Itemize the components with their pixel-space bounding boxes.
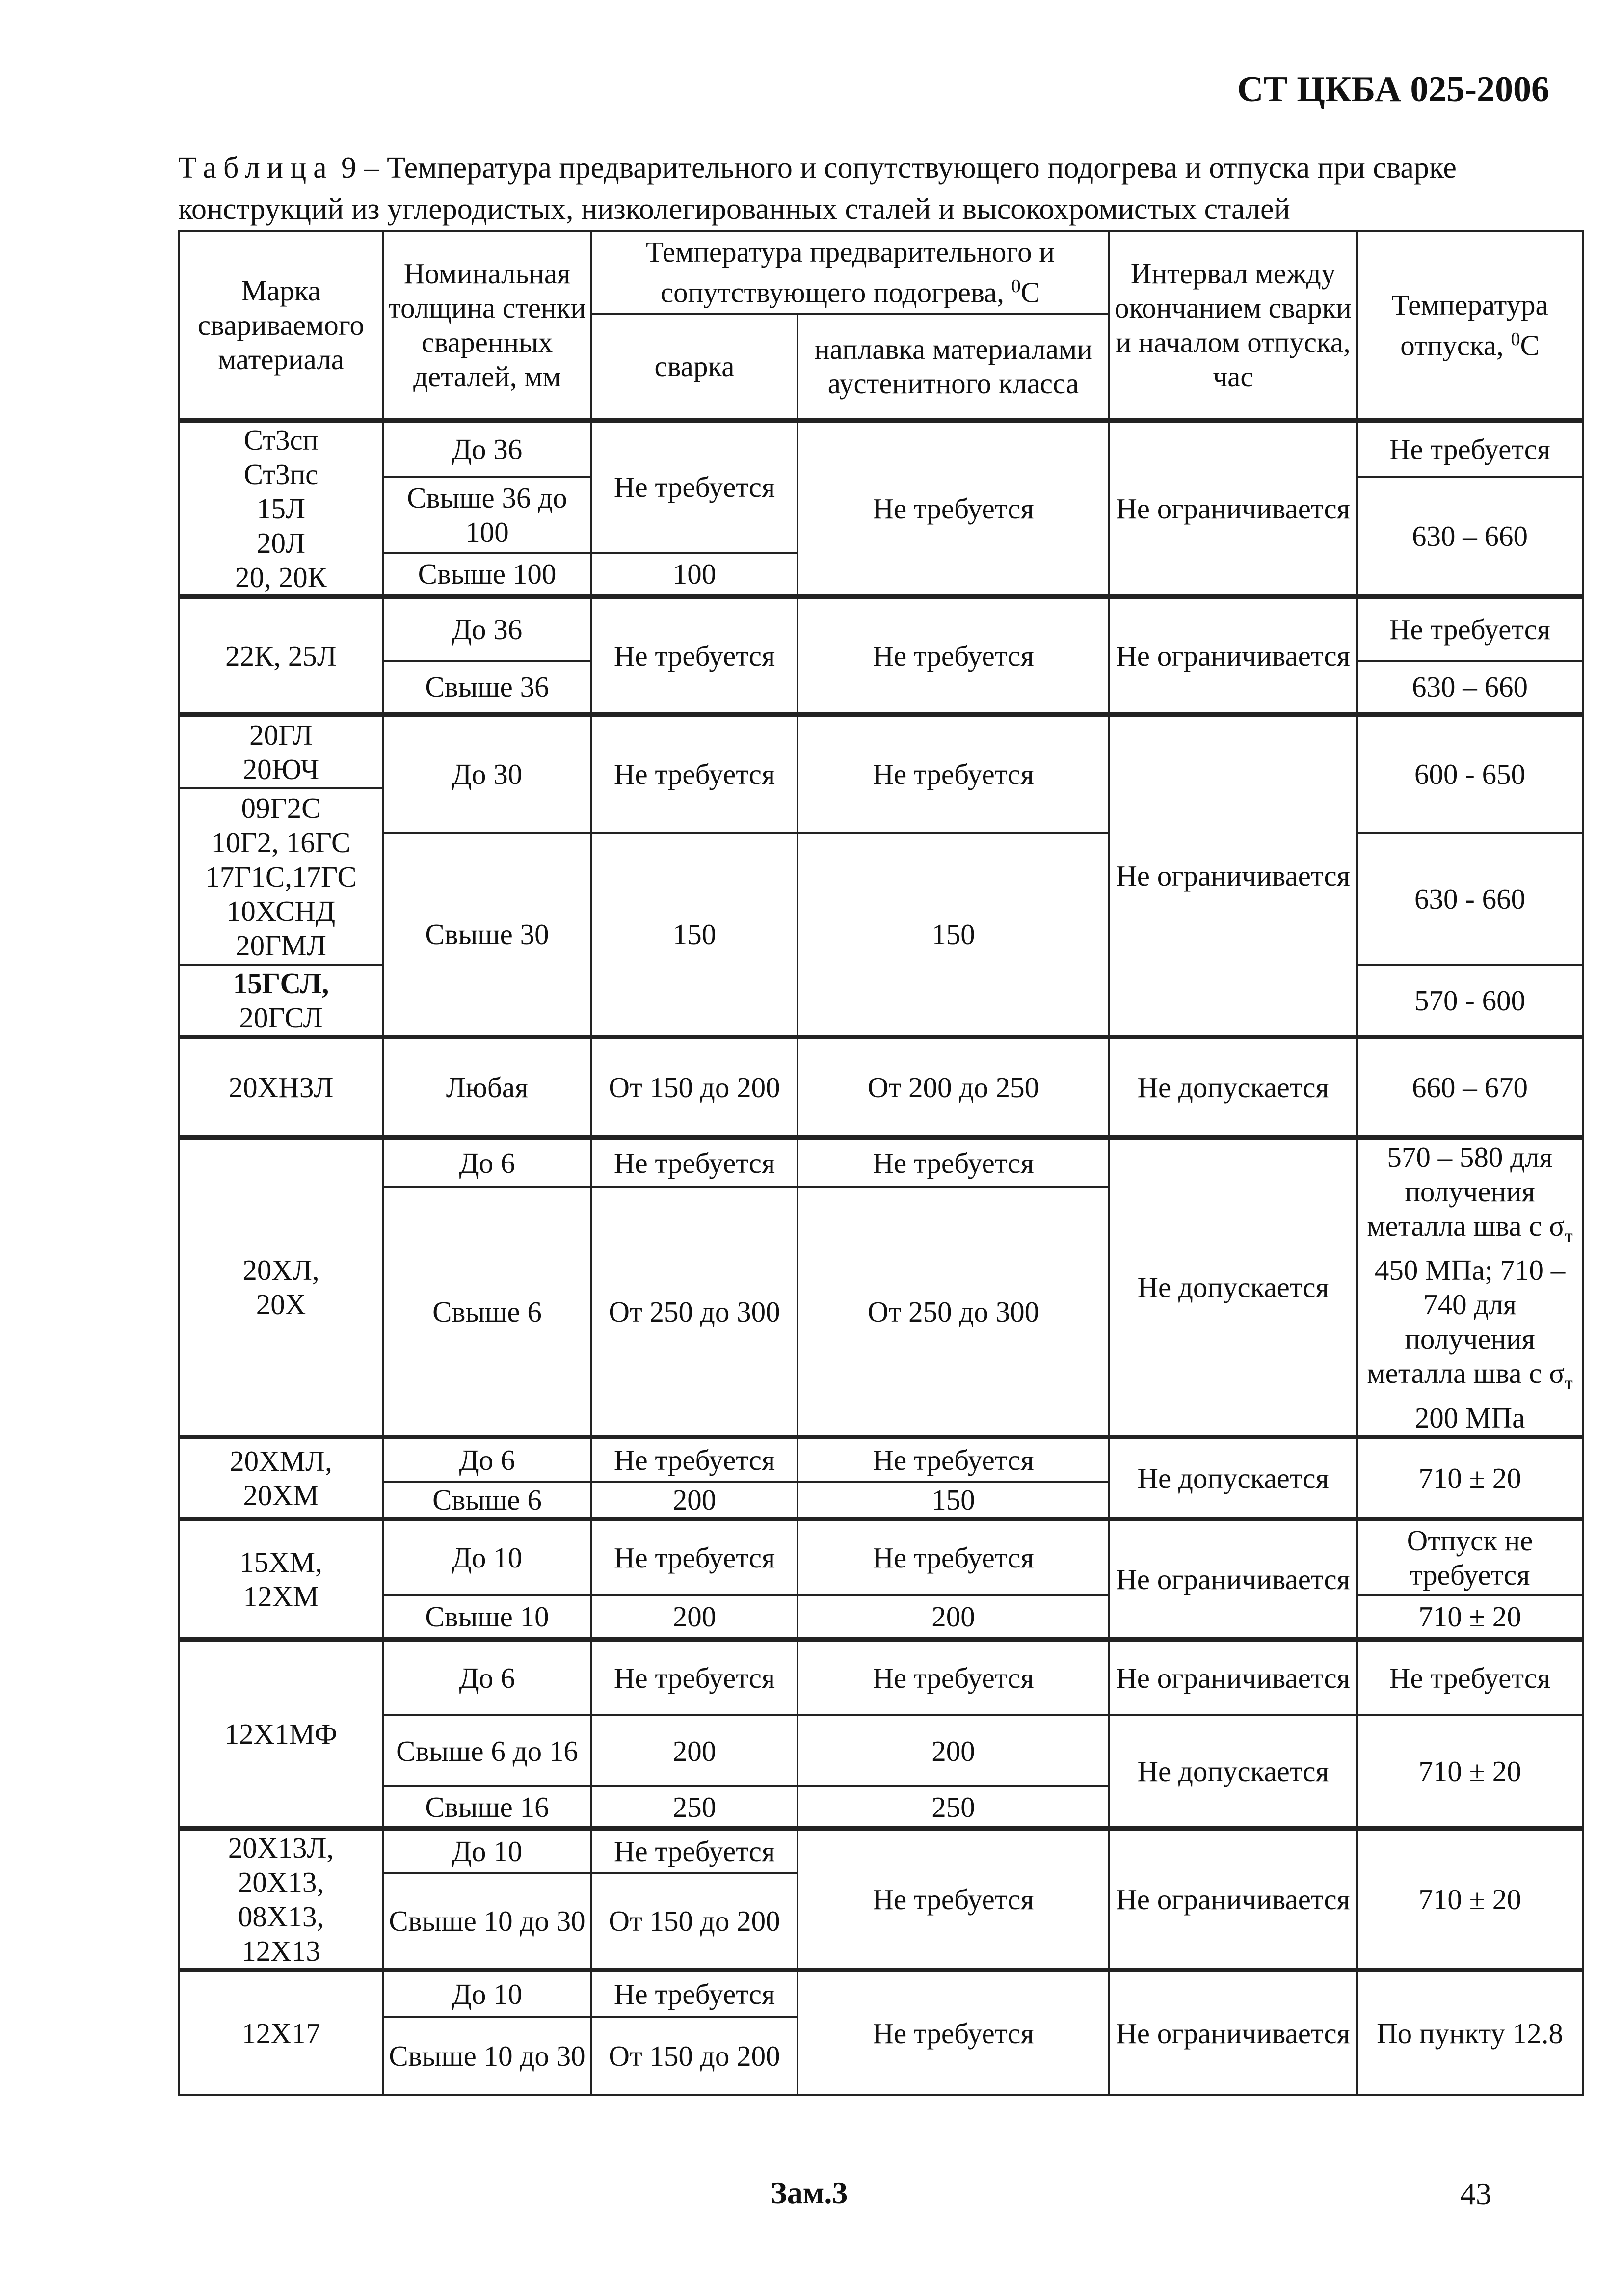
- cell-cladding: Не требуется: [798, 715, 1109, 833]
- cell-temper: 660 – 670: [1357, 1037, 1583, 1137]
- material-line: Ст3сп: [243, 424, 319, 457]
- material-line: 09Г2С: [241, 791, 321, 824]
- cell-temper: 630 – 660: [1357, 477, 1583, 597]
- cell-thickness: Свыше 6: [383, 1187, 591, 1437]
- cell-interval: Не ограничивается: [1109, 1828, 1357, 1970]
- material-line: 15ГСЛ,: [233, 967, 329, 999]
- material-line: 20ГЛ: [249, 718, 313, 751]
- cell-interval: Не ограничивается: [1109, 597, 1357, 715]
- cell-temper: Не требуется: [1357, 421, 1583, 477]
- material-line: 20ХМЛ,: [230, 1445, 332, 1477]
- cell-temper: 570 - 600: [1357, 965, 1583, 1037]
- cell-welding: Не требуется: [591, 1828, 798, 1873]
- header-material: Марка свариваемого материала: [179, 231, 383, 421]
- material-line: 12ХМ: [243, 1580, 319, 1613]
- caption-label: Таблица: [178, 151, 334, 185]
- material-line: 20ЮЧ: [242, 753, 319, 785]
- cell-material: 12Х1МФ: [179, 1639, 383, 1828]
- cell-cladding: От 200 до 250: [798, 1037, 1109, 1137]
- cell-temper: Не требуется: [1357, 597, 1583, 661]
- header-thickness: Номинальная толщина стенки сваренных деталей, мм: [383, 231, 591, 421]
- cell-temper: 630 - 660: [1357, 833, 1583, 965]
- cell-thickness: Свыше 30: [383, 833, 591, 1037]
- cell-cladding: 250: [798, 1786, 1109, 1828]
- material-line: 20ГМЛ: [236, 929, 326, 962]
- cell-cladding: 150: [798, 1482, 1109, 1519]
- header-preheat-text: Температура предварительного и сопутствующего подогрева,: [646, 236, 1055, 309]
- cell-welding: Не требуется: [591, 715, 798, 833]
- cell-thickness: Свыше 100: [383, 553, 591, 597]
- header-preheat-group: [591, 231, 1109, 314]
- cell-cladding: Не требуется: [798, 1437, 1109, 1482]
- header-temper-text: Температура отпуска,: [1391, 288, 1548, 362]
- cell-temper: 710 ± 20: [1357, 1595, 1583, 1639]
- cell-welding: Не требуется: [591, 1970, 798, 2017]
- cell-cladding: 150: [798, 833, 1109, 1037]
- cell-welding: От 150 до 200: [591, 2017, 798, 2095]
- cell-welding: От 150 до 200: [591, 1873, 798, 1971]
- material-line: 10Г2, 16ГС: [211, 826, 351, 859]
- material-line: 17Г1С,17ГС: [205, 860, 357, 893]
- cell-cladding: От 250 до 300: [798, 1187, 1109, 1437]
- cell-welding: 200: [591, 1595, 798, 1639]
- table-caption: [178, 147, 1513, 230]
- caption-text: – Температура предварительного и сопутствующего подогрева и отпуска при сварке конструкций из углеродистых, низколегированных сталей и высокохромистых сталей: [178, 151, 1457, 226]
- cell-interval: Не ограничивается: [1109, 715, 1357, 1037]
- material-line: 15Л: [256, 492, 305, 525]
- cell-cladding: Не требуется: [798, 1970, 1109, 2095]
- cell-cladding: Не требуется: [798, 1519, 1109, 1595]
- cell-cladding: Не требуется: [798, 597, 1109, 715]
- cell-material: [179, 1137, 383, 1437]
- cell-thickness: До 10: [383, 1519, 591, 1595]
- cell-interval: Не ограничивается: [1109, 421, 1357, 597]
- material-line: Ст3пс: [243, 458, 319, 491]
- cell-thickness: Свыше 10 до 30: [383, 2017, 591, 2095]
- material-line: 15ХМ,: [239, 1545, 322, 1578]
- cell-thickness: Свыше 36 до 100: [383, 477, 591, 553]
- cell-thickness: Любая: [383, 1037, 591, 1137]
- cell-temper: [1357, 1137, 1583, 1437]
- material-line: 20ХМ: [243, 1479, 319, 1512]
- temper-note-a: 570 – 580 для получения металла шва с σ: [1367, 1140, 1565, 1242]
- cell-cladding: Не требуется: [798, 1828, 1109, 1970]
- cell-interval: Не допускается: [1109, 1715, 1357, 1828]
- cell-welding: От 150 до 200: [591, 1037, 798, 1137]
- cell-welding: Не требуется: [591, 1519, 798, 1595]
- cell-welding: Не требуется: [591, 1137, 798, 1187]
- cell-thickness: До 36: [383, 597, 591, 661]
- temper-note-a2: 450 МПа;: [1374, 1254, 1493, 1287]
- header-welding: сварка: [591, 314, 798, 421]
- header-preheat-degree: 0: [1011, 276, 1021, 297]
- cell-welding: 100: [591, 553, 798, 597]
- temper-note-b-sub: т: [1565, 1373, 1573, 1394]
- cell-temper: 600 - 650: [1357, 715, 1583, 833]
- cell-material: 20ХН3Л: [179, 1037, 383, 1137]
- cell-cladding: Не требуется: [798, 421, 1109, 597]
- cell-interval: Не допускается: [1109, 1037, 1357, 1137]
- page-number: 43: [1460, 2176, 1491, 2211]
- cell-thickness: Свыше 6: [383, 1482, 591, 1519]
- cell-welding: Не требуется: [591, 1639, 798, 1715]
- cell-temper: Не требуется: [1357, 1639, 1583, 1715]
- cell-interval: Не ограничивается: [1109, 1519, 1357, 1639]
- cell-welding: 200: [591, 1482, 798, 1519]
- cell-material: [179, 715, 383, 788]
- material-line: 20ГСЛ: [239, 1001, 323, 1034]
- cell-temper: 630 – 660: [1357, 661, 1583, 715]
- cell-cladding: Не требуется: [798, 1639, 1109, 1715]
- temperature-table: [178, 230, 1584, 2096]
- cell-material: [179, 421, 383, 597]
- temper-note-a-sub: т: [1565, 1225, 1573, 1246]
- header-temper-degree: 0: [1511, 328, 1520, 350]
- cell-welding: Не требуется: [591, 1437, 798, 1482]
- cell-welding: 250: [591, 1786, 798, 1828]
- cell-temper: По пункту 12.8: [1357, 1970, 1583, 2095]
- cell-thickness: Свыше 10: [383, 1595, 591, 1639]
- material-line: 20, 20К: [235, 561, 327, 594]
- revision-label: Зам.3: [771, 2175, 848, 2210]
- cell-material: [179, 1519, 383, 1639]
- cell-temper: Отпуск не требуется: [1357, 1519, 1583, 1595]
- cell-cladding: Не требуется: [798, 1137, 1109, 1187]
- material-line: 20Х13Л,: [228, 1831, 334, 1864]
- material-line: 20Х13,: [238, 1865, 324, 1898]
- document-code: СТ ЦКБА 025-2006: [1237, 69, 1549, 109]
- cell-cladding: 200: [798, 1715, 1109, 1786]
- cell-material: 22К, 25Л: [179, 597, 383, 715]
- cell-material: [179, 788, 383, 965]
- header-temper: [1357, 231, 1583, 421]
- cell-thickness: До 10: [383, 1970, 591, 2017]
- cell-thickness: Свыше 6 до 16: [383, 1715, 591, 1786]
- cell-thickness: Свыше 16: [383, 1786, 591, 1828]
- material-line: 20Л: [256, 527, 305, 560]
- cell-welding: 150: [591, 833, 798, 1037]
- material-line: 12Х13: [241, 1934, 320, 1967]
- cell-interval: Не ограничивается: [1109, 1639, 1357, 1715]
- cell-cladding: 200: [798, 1595, 1109, 1639]
- cell-thickness: До 6: [383, 1437, 591, 1482]
- cell-thickness: До 10: [383, 1828, 591, 1873]
- material-line: 20ХЛ,: [242, 1254, 319, 1287]
- cell-thickness: До 6: [383, 1137, 591, 1187]
- cell-welding: Не требуется: [591, 421, 798, 553]
- cell-thickness: До 30: [383, 715, 591, 833]
- cell-material: [179, 1437, 383, 1519]
- temper-note-b2: 200 МПа: [1414, 1402, 1525, 1434]
- cell-material: [179, 1828, 383, 1970]
- cell-interval: Не допускается: [1109, 1437, 1357, 1519]
- cell-welding: Не требуется: [591, 597, 798, 715]
- header-temper-unit: С: [1520, 329, 1540, 362]
- material-line: 10ХСНД: [226, 894, 336, 927]
- material-line: 08Х13,: [238, 1900, 324, 1933]
- cell-interval: Не допускается: [1109, 1137, 1357, 1437]
- header-preheat-unit: С: [1020, 276, 1040, 309]
- header-interval: Интервал между окончанием сварки и началом отпуска, час: [1109, 231, 1357, 421]
- cell-material: 12Х17: [179, 1970, 383, 2095]
- cell-thickness: Свыше 10 до 30: [383, 1873, 591, 1971]
- cell-thickness: Свыше 36: [383, 661, 591, 715]
- cell-temper: 710 ± 20: [1357, 1437, 1583, 1519]
- cell-material: [179, 965, 383, 1037]
- cell-temper: 710 ± 20: [1357, 1828, 1583, 1970]
- cell-thickness: До 6: [383, 1639, 591, 1715]
- cell-welding: От 250 до 300: [591, 1187, 798, 1437]
- header-cladding: наплавка материалами аустенитного класса: [798, 314, 1109, 421]
- material-line: 20Х: [256, 1288, 306, 1321]
- caption-number: 9: [341, 151, 357, 185]
- temper-note-b: 710 – 740 для получения металла шва с σ: [1367, 1254, 1566, 1390]
- cell-thickness: До 36: [383, 421, 591, 477]
- cell-welding: 200: [591, 1715, 798, 1786]
- cell-interval: Не ограничивается: [1109, 1970, 1357, 2095]
- cell-temper: 710 ± 20: [1357, 1715, 1583, 1828]
